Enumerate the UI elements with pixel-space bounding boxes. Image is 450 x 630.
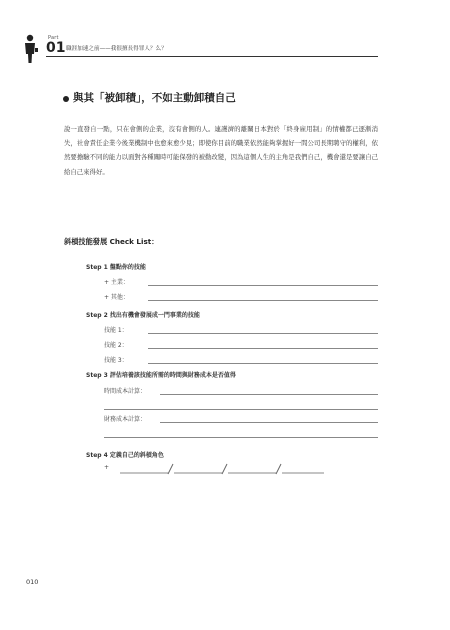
step-4-label bbox=[86, 450, 164, 459]
skill-3-field[interactable] bbox=[148, 363, 378, 364]
step-3-money-cost: 財務成本計算： bbox=[104, 416, 147, 423]
money-cost-field-2[interactable] bbox=[104, 437, 378, 438]
step-1-text: Step 1 盤點你的技能 bbox=[86, 264, 146, 271]
paragraph-text: 說一直發自一點，只在會側的企業，沒有會側的人。連護濟的離關日本對於「終身雇用制」的情權都已逐漸消失，社會責任企業今後業機制中也愈來愈少見；即使你目前的職業依然能夠掌握好一間公司長期聘守的權利，依然要擔驗不同的能力以面對各種關時可能保發的被勤改變，因為這個人生的主角是我們自己，機會還是要讓自己給自己來得好。 bbox=[64, 125, 378, 176]
step-3-text: Step 3 評估培養該技能所需的時間與財務成本是否值得 bbox=[86, 372, 236, 379]
chapter-label: Part bbox=[48, 35, 59, 41]
bullet-icon bbox=[63, 96, 69, 102]
time-cost-field[interactable] bbox=[160, 394, 378, 395]
step-3-time-cost: 時間成本計算： bbox=[104, 388, 147, 395]
header-divider bbox=[46, 56, 378, 57]
step-4-plus: + bbox=[104, 464, 110, 471]
chapter-title: 職涯加速之前——我很擅長得罪人？么？ bbox=[66, 46, 167, 52]
step-4-text: Step 4 定義自己的斜槓角色 bbox=[86, 452, 164, 459]
step-3-label bbox=[86, 370, 236, 379]
step-1-label bbox=[86, 262, 146, 271]
section-title: 與其「被卸積」，不如主動卸積自己 bbox=[73, 92, 236, 104]
page-number: 010 bbox=[26, 578, 39, 586]
money-cost-field[interactable] bbox=[160, 422, 378, 423]
role-slash-fields[interactable] bbox=[118, 460, 328, 476]
step-2-skill-1: 技能 1： bbox=[104, 327, 128, 334]
checklist-title: 斜槓技能發展 Check List： bbox=[64, 237, 159, 246]
step-1-item-other: + 其他： bbox=[104, 294, 129, 301]
time-cost-field-2[interactable] bbox=[104, 409, 378, 410]
step-1-main-field[interactable] bbox=[148, 285, 378, 286]
skill-2-field[interactable] bbox=[148, 348, 378, 349]
body-paragraph bbox=[64, 122, 378, 179]
step-1-item-main: + 主業： bbox=[104, 279, 129, 286]
step-2-skill-3: 技能 3： bbox=[104, 357, 128, 364]
chapter-number: 01 bbox=[46, 40, 66, 56]
step-2-skill-2: 技能 2： bbox=[104, 342, 128, 349]
skill-1-field[interactable] bbox=[148, 333, 378, 334]
businessman-icon bbox=[22, 34, 38, 64]
step-2-text: Step 2 找出有機會發展成一門事業的技能 bbox=[86, 312, 200, 319]
step-2-label bbox=[86, 310, 200, 319]
step-1-other-field[interactable] bbox=[148, 300, 378, 301]
